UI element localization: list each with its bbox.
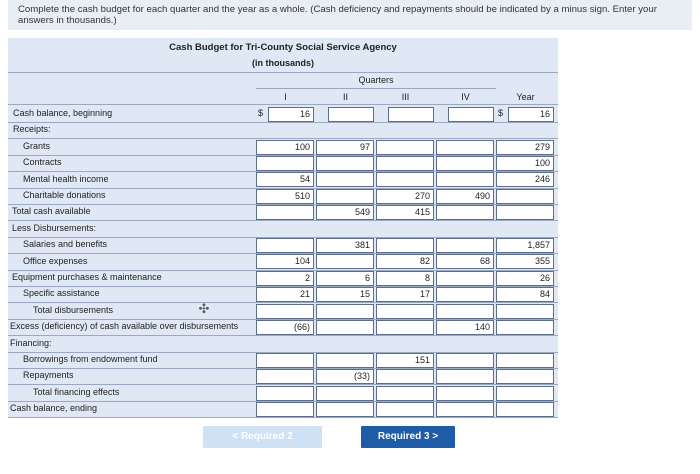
input-cell[interactable]: 490 — [436, 189, 494, 204]
input-cell[interactable] — [376, 320, 434, 335]
input-cell[interactable] — [496, 205, 554, 220]
input-cell[interactable] — [316, 386, 374, 401]
input-cell[interactable] — [376, 238, 434, 253]
instructions: Complete the cash budget for each quarter and the year as a whole. (Cash deficiency and repayments should be indicated by a minus sign. Enter your answers in thousands.) — [8, 0, 692, 30]
input-cell[interactable] — [436, 287, 494, 302]
row-label: Mental health income — [23, 173, 109, 184]
quarters-header: Quarters — [358, 75, 394, 85]
input-cell[interactable] — [376, 402, 434, 417]
input-cell[interactable] — [256, 369, 314, 384]
column-header-ii: II — [342, 92, 348, 102]
input-cell[interactable]: 6 — [316, 271, 374, 286]
input-cell[interactable]: 17 — [376, 287, 434, 302]
input-cell[interactable] — [376, 172, 434, 187]
input-cell[interactable]: 100 — [256, 140, 314, 155]
input-cell[interactable] — [376, 304, 434, 319]
input-cell[interactable] — [436, 172, 494, 187]
input-cell[interactable] — [256, 402, 314, 417]
input-cell[interactable] — [316, 304, 374, 319]
input-cell[interactable]: 26 — [496, 271, 554, 286]
input-cell[interactable]: 15 — [316, 287, 374, 302]
input-cell[interactable]: 68 — [436, 254, 494, 269]
input-cell[interactable]: 415 — [376, 205, 434, 220]
prev-required-button[interactable]: < Required 2 — [203, 426, 322, 448]
input-cell[interactable]: 16 — [508, 107, 554, 122]
row-label: Cash balance, beginning — [13, 108, 113, 118]
input-cell[interactable] — [496, 189, 554, 204]
input-cell[interactable]: 84 — [496, 287, 554, 302]
input-cell[interactable] — [436, 386, 494, 401]
input-cell[interactable] — [328, 107, 374, 122]
row-label: Charitable donations — [23, 190, 106, 200]
input-cell[interactable]: 16 — [268, 107, 314, 122]
input-cell[interactable]: 8 — [376, 271, 434, 286]
row-label: Borrowings from endowment fund — [23, 354, 158, 364]
input-cell[interactable] — [388, 107, 434, 122]
input-cell[interactable] — [436, 140, 494, 155]
row-label: Excess (deficiency) of cash available over disbursements — [10, 321, 239, 332]
input-cell[interactable]: 510 — [256, 189, 314, 204]
input-cell[interactable] — [316, 189, 374, 204]
input-cell[interactable] — [256, 304, 314, 319]
input-cell[interactable]: (66) — [256, 320, 314, 335]
input-cell[interactable] — [256, 386, 314, 401]
input-cell[interactable] — [376, 156, 434, 171]
row-label: Contracts — [23, 157, 62, 168]
row-label: Receipts: — [13, 124, 51, 135]
divider — [8, 335, 558, 336]
column-header-i: I — [284, 92, 287, 102]
input-cell[interactable] — [316, 320, 374, 335]
input-cell[interactable] — [376, 140, 434, 155]
table-title: Cash Budget for Tri-County Social Service Agency — [169, 42, 397, 53]
row-label: Office expenses — [23, 255, 88, 266]
crosshair-icon: ✣ — [198, 301, 210, 316]
column-header-year: Year — [516, 92, 535, 102]
next-required-button[interactable]: Required 3 > — [361, 426, 455, 448]
input-cell[interactable] — [376, 369, 434, 384]
input-cell[interactable] — [436, 402, 494, 417]
input-cell[interactable]: 279 — [496, 140, 554, 155]
input-cell[interactable]: 246 — [496, 172, 554, 187]
input-cell[interactable]: 2 — [256, 271, 314, 286]
input-cell[interactable]: 97 — [316, 140, 374, 155]
divider — [8, 104, 558, 105]
cash-budget-table — [8, 38, 558, 418]
row-label: Total cash available — [12, 206, 91, 217]
row-label: Specific assistance — [23, 288, 100, 299]
row-label: Equipment purchases & maintenance — [12, 272, 162, 282]
input-cell[interactable]: 140 — [436, 320, 494, 335]
input-cell[interactable] — [436, 205, 494, 220]
table-subtitle: (in thousands) — [252, 58, 314, 68]
input-cell[interactable]: 549 — [316, 205, 374, 220]
divider — [8, 72, 558, 73]
input-cell[interactable] — [316, 353, 374, 368]
dollar-sign: $ — [258, 108, 264, 118]
input-cell[interactable] — [436, 238, 494, 253]
input-cell[interactable] — [316, 254, 374, 269]
dollar-sign: $ — [498, 108, 504, 118]
divider — [256, 88, 496, 89]
input-cell[interactable]: 1,857 — [496, 238, 554, 253]
input-cell[interactable] — [496, 386, 554, 401]
input-cell[interactable] — [316, 402, 374, 417]
input-cell[interactable] — [256, 238, 314, 253]
input-cell[interactable]: 54 — [256, 172, 314, 187]
input-cell[interactable] — [436, 353, 494, 368]
row-label: Cash balance, ending — [10, 403, 98, 414]
input-cell[interactable]: 151 — [376, 353, 434, 368]
input-cell[interactable]: 100 — [496, 156, 554, 171]
input-cell[interactable] — [256, 353, 314, 368]
input-cell[interactable]: (33) — [316, 369, 374, 384]
input-cell[interactable] — [496, 353, 554, 368]
column-header-iv: IV — [461, 92, 470, 102]
input-cell[interactable] — [436, 271, 494, 286]
divider — [8, 417, 558, 418]
input-cell[interactable]: 355 — [496, 254, 554, 269]
input-cell[interactable] — [436, 304, 494, 319]
divider — [8, 220, 558, 221]
input-cell[interactable] — [496, 304, 554, 319]
input-cell[interactable] — [436, 369, 494, 384]
column-header-iii: III — [401, 92, 410, 102]
input-cell[interactable]: 381 — [316, 238, 374, 253]
input-cell[interactable] — [496, 320, 554, 335]
input-cell[interactable] — [376, 386, 434, 401]
row-label: Repayments — [23, 370, 74, 381]
input-cell[interactable] — [496, 402, 554, 417]
input-cell[interactable] — [316, 156, 374, 171]
input-cell[interactable] — [448, 107, 494, 122]
input-cell[interactable]: 104 — [256, 254, 314, 269]
row-label: Total disbursements — [33, 304, 114, 315]
input-cell[interactable]: 270 — [376, 189, 434, 204]
input-cell[interactable] — [256, 205, 314, 220]
row-label: Grants — [23, 140, 51, 151]
input-cell[interactable] — [436, 156, 494, 171]
row-label: Less Disbursements: — [12, 222, 97, 233]
input-cell[interactable]: 21 — [256, 287, 314, 302]
divider — [8, 122, 558, 123]
input-cell[interactable]: 82 — [376, 254, 434, 269]
row-label: Salaries and benefits — [23, 239, 108, 250]
input-cell[interactable] — [256, 156, 314, 171]
input-cell[interactable] — [316, 172, 374, 187]
row-label: Financing: — [10, 337, 52, 348]
row-label: Total financing effects — [33, 386, 120, 397]
input-cell[interactable] — [496, 369, 554, 384]
